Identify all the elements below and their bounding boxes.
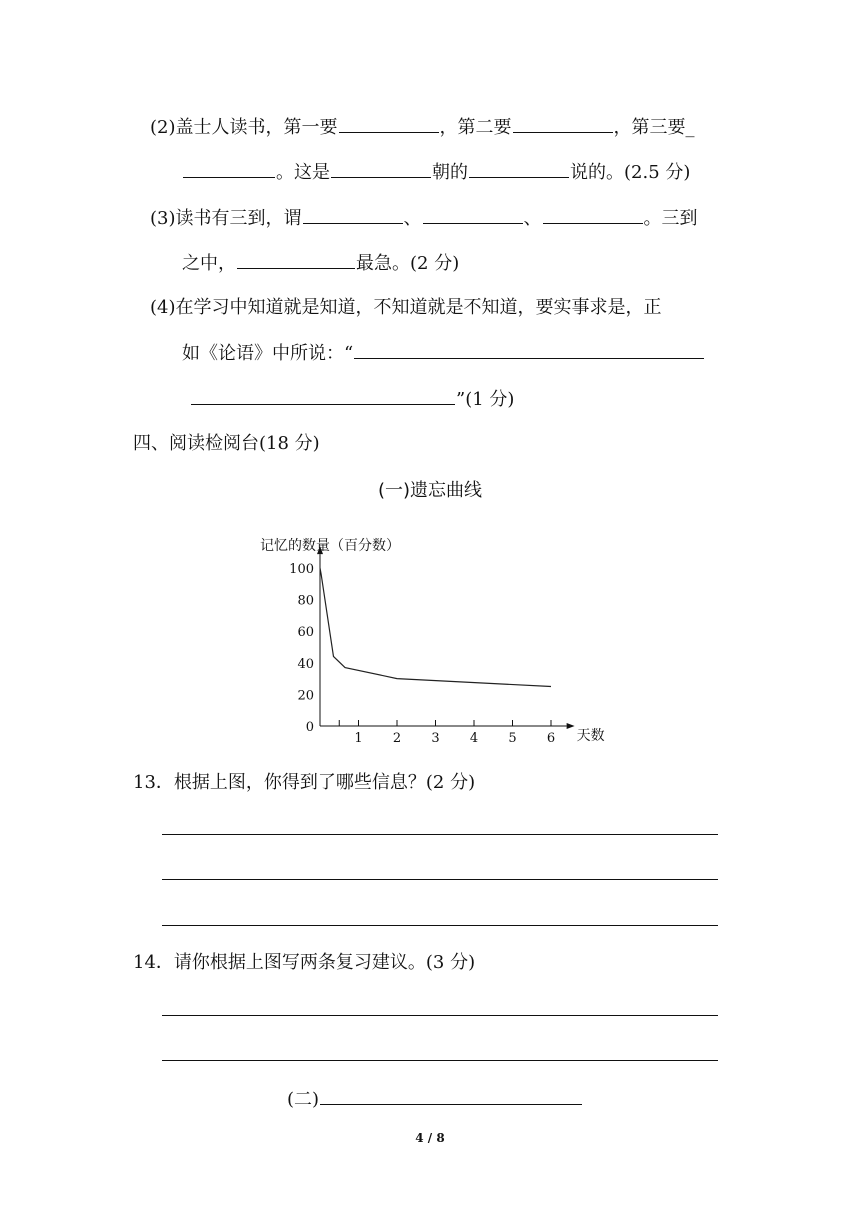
x-tick-label: 2 bbox=[392, 731, 402, 746]
y-tick-label: 40 bbox=[297, 656, 314, 672]
x-tick-label: 4 bbox=[469, 731, 479, 746]
subsection-title-2 bbox=[287, 1086, 583, 1113]
q13-text: 13．根据上图，你得到了哪些信息？(2 分) bbox=[133, 772, 476, 793]
q4-blank-2[interactable] bbox=[191, 386, 455, 405]
answer-line-13-3[interactable] bbox=[162, 925, 718, 926]
q3-text-6: 最急。(2 分) bbox=[356, 253, 460, 274]
q2-blank-1[interactable] bbox=[339, 114, 439, 133]
q4-line1 bbox=[150, 295, 662, 321]
y-tick-label: 100 bbox=[289, 562, 314, 577]
subsection-2-label: (二) bbox=[287, 1089, 320, 1110]
answer-line-14-1[interactable] bbox=[162, 1015, 718, 1016]
q3-text-2: 、 bbox=[403, 208, 422, 229]
y-tick-label: 20 bbox=[297, 688, 314, 704]
section-heading: 四、阅读检阅台(18 分) bbox=[133, 433, 320, 454]
q3-text-3: 、 bbox=[523, 208, 542, 229]
x-axis-label: 天数 bbox=[576, 728, 605, 744]
q3-blank-3[interactable] bbox=[543, 205, 643, 224]
q4-text-2: 如《论语》中所说：“ bbox=[182, 343, 354, 364]
q3-blank-1[interactable] bbox=[303, 205, 403, 224]
answer-line-13-2[interactable] bbox=[162, 879, 718, 880]
q2-text-5: 朝的 bbox=[432, 162, 468, 183]
forgetting-curve-chart bbox=[250, 518, 610, 748]
q4-line2 bbox=[182, 340, 705, 367]
q3-text-4: 。三到 bbox=[643, 208, 698, 229]
forgetting-curve-line bbox=[320, 568, 551, 687]
x-axis-arrow bbox=[567, 723, 575, 729]
subsection-2-title-blank[interactable] bbox=[320, 1086, 582, 1105]
answer-line-14-2[interactable] bbox=[162, 1060, 718, 1061]
y-axis-label: 记忆的数量（百分数） bbox=[260, 538, 400, 555]
q2-blank-2[interactable] bbox=[513, 114, 613, 133]
x-tick-label: 5 bbox=[508, 731, 517, 746]
q2-blank-3[interactable] bbox=[183, 159, 275, 178]
q2-text-6: 说的。(2.5 分) bbox=[570, 162, 691, 183]
y-tick-label: 0 bbox=[305, 720, 314, 735]
q4-line3 bbox=[190, 386, 514, 413]
subsection-title-1: (一)遗忘曲线 bbox=[377, 480, 483, 501]
q2-line2 bbox=[182, 159, 690, 186]
q3-blank-4[interactable] bbox=[237, 250, 355, 269]
q4-text-3: ”(1 分) bbox=[456, 389, 515, 410]
q3-text-5: 之中， bbox=[182, 253, 236, 274]
q2-text-2: ，第二要 bbox=[439, 117, 512, 138]
y-tick-label: 80 bbox=[297, 593, 314, 609]
x-tick-label: 3 bbox=[431, 731, 440, 746]
q2-blank-4[interactable] bbox=[331, 159, 431, 178]
q2-blank-5[interactable] bbox=[469, 159, 569, 178]
q2-text-3: ，第三要_ bbox=[613, 117, 695, 138]
answer-line-13-1[interactable] bbox=[162, 834, 718, 835]
x-tick-label: 1 bbox=[354, 731, 363, 746]
x-tick-label: 6 bbox=[546, 731, 556, 746]
q3-line2 bbox=[182, 250, 459, 277]
q2-text-1: (2)盖士人读书，第一要 bbox=[150, 117, 338, 138]
q4-text-1: (4)在学习中知道就是知道，不知道就是不知道，要实事求是，正 bbox=[150, 297, 662, 318]
q4-blank-1[interactable] bbox=[354, 340, 704, 359]
q14-text: 14．请你根据上图写两条复习建议。(3 分) bbox=[133, 952, 476, 973]
q2-line1 bbox=[150, 114, 695, 141]
q2-text-4: 。这是 bbox=[276, 162, 330, 183]
q3-text-1: (3)读书有三到，谓 bbox=[150, 208, 302, 229]
q3-line1 bbox=[150, 205, 698, 232]
q3-blank-2[interactable] bbox=[423, 205, 523, 224]
page-number: 4 / 8 bbox=[415, 1131, 445, 1145]
y-tick-label: 60 bbox=[297, 625, 314, 641]
